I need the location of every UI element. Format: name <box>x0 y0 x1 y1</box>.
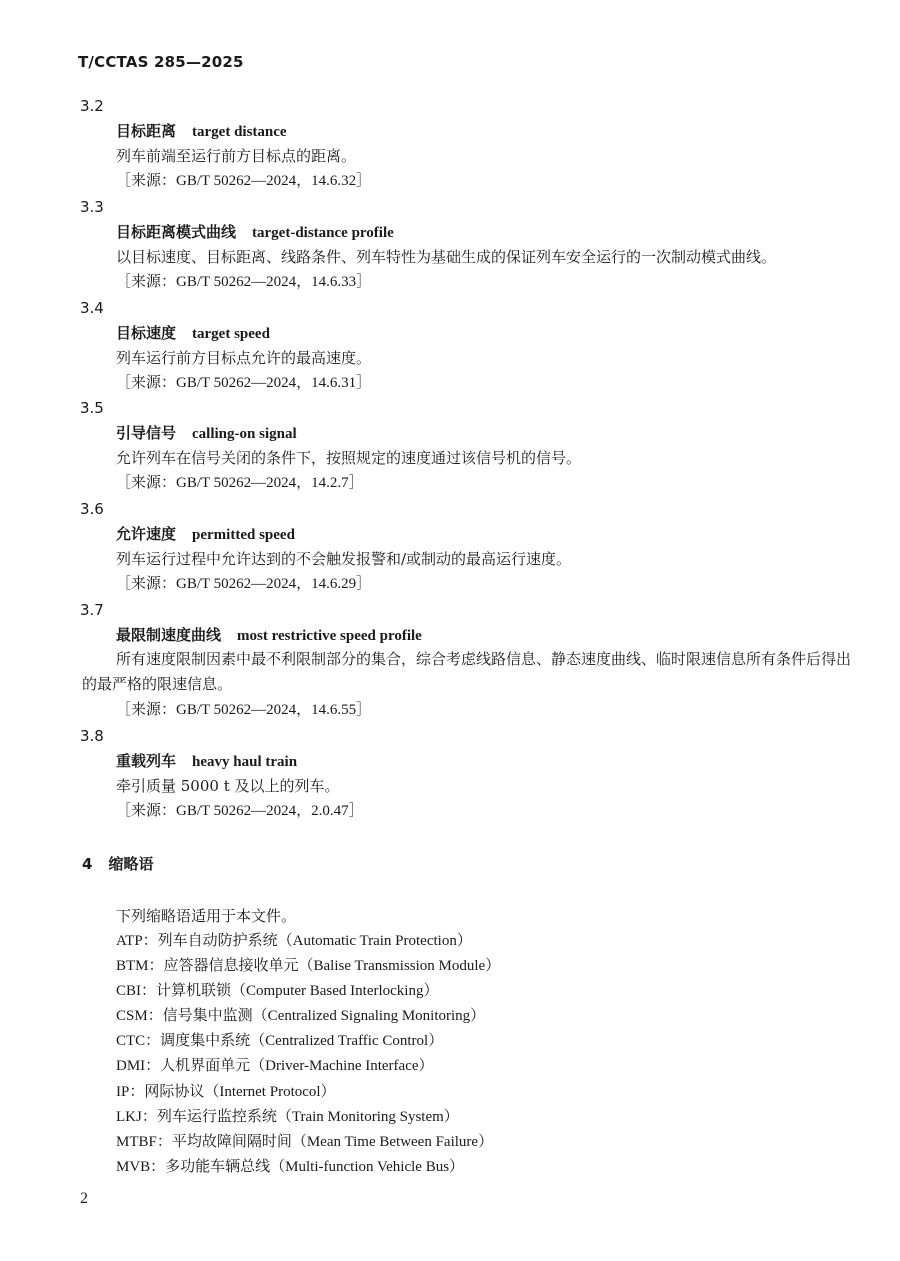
term-title <box>116 625 422 646</box>
term-title-zh: 最限制速度曲线 <box>116 625 222 644</box>
term-entry-3-6 <box>0 499 900 600</box>
term-title <box>116 524 295 545</box>
section-number: 4 <box>82 855 93 873</box>
list-item: CSM：信号集中监测（Centralized Signaling Monitoring） <box>116 1008 486 1025</box>
term-source: ［来源：GB/T 50262—2024，2.0.47］ <box>116 802 364 819</box>
list-item: DMI：人机界面单元（Driver-Machine Interface） <box>116 1058 434 1075</box>
term-number: 3.3 <box>80 197 104 216</box>
term-source: ［来源：GB/T 50262—2024，14.6.29］ <box>116 576 372 593</box>
term-title-en: calling-on signal <box>192 426 297 443</box>
term-title-zh: 允许速度 <box>116 525 177 544</box>
standard-code: T/CCTAS 285—2025 <box>78 53 244 71</box>
term-entry-3-2 <box>0 96 900 197</box>
list-item: MVB：多功能车辆总线（Multi-function Vehicle Bus） <box>116 1158 465 1175</box>
list-item: ATP：列车自动防护系统（Automatic Train Protection） <box>116 933 472 949</box>
term-title-en: target speed <box>192 325 270 342</box>
page-number: 2 <box>80 1190 88 1207</box>
term-number: 3.4 <box>80 298 104 317</box>
term-title-en: most restrictive speed profile <box>237 627 422 644</box>
term-source: ［来源：GB/T 50262—2024，14.6.33］ <box>116 273 372 290</box>
term-title-en: permitted speed <box>192 527 295 544</box>
list-item: IP：网际协议（Internet Protocol） <box>116 1083 336 1100</box>
term-source: ［来源：GB/T 50262—2024，14.2.7］ <box>116 475 364 492</box>
terms-list <box>0 96 900 827</box>
term-number: 3.7 <box>80 600 104 619</box>
term-definition: 牵引质量 5000 t 及以上的列车。 <box>116 776 340 795</box>
term-definition: 列车前端至运行前方目标点的距离。 <box>116 147 357 165</box>
abbreviations-intro: 下列缩略语适用于本文件。 <box>116 907 297 925</box>
term-title-zh: 目标距离 <box>116 122 177 140</box>
term-number: 3.5 <box>80 399 104 418</box>
list-item: BTM：应答器信息接收单元（Balise Transmission Module） <box>116 958 501 975</box>
term-title <box>116 751 297 772</box>
term-definition: 以目标速度、目标距离、线路条件、列车特性为基础生成的保证列车安全运行的一次制动模式曲线。 <box>116 247 777 266</box>
list-item: LKJ：列车运行监控系统（Train Monitoring System） <box>116 1108 459 1125</box>
term-entry-3-8 <box>0 726 900 827</box>
list-item: CTC：调度集中系统（Centralized Traffic Control） <box>116 1033 444 1050</box>
abbreviations-list <box>116 931 500 1182</box>
term-title-en: heavy haul train <box>192 753 298 770</box>
term-entry-3-3 <box>0 197 900 298</box>
term-title-zh: 重载列车 <box>116 751 177 770</box>
term-entry-3-5 <box>0 398 900 499</box>
term-source: ［来源：GB/T 50262—2024，14.6.32］ <box>116 173 372 189</box>
section-title: 缩略语 <box>108 855 154 873</box>
term-definition: 允许列车在信号关闭的条件下，按照规定的速度通过该信号机的信号。 <box>116 449 582 468</box>
term-source: ［来源：GB/T 50262—2024，14.6.55］ <box>116 701 372 718</box>
term-title <box>116 423 297 444</box>
term-title-en: target distance <box>192 124 287 140</box>
term-number: 3.6 <box>80 500 104 519</box>
term-number: 3.2 <box>80 97 104 115</box>
term-title-en: target-distance profile <box>252 224 394 241</box>
term-title <box>116 121 287 142</box>
list-item: CBI：计算机联锁（Computer Based Interlocking） <box>116 983 439 1000</box>
section-heading <box>82 853 153 874</box>
term-title <box>116 323 270 344</box>
term-definition: 列车运行前方目标点允许的最高速度。 <box>116 348 372 367</box>
term-title-zh: 目标速度 <box>116 323 177 342</box>
term-definition: 列车运行过程中允许达到的不会触发报警和/或制动的最高运行速度。 <box>116 550 572 569</box>
term-title-zh: 目标距离模式曲线 <box>116 222 237 241</box>
term-number: 3.8 <box>80 726 104 745</box>
term-definition: 所有速度限制因素中最不利限制部分的集合，综合考虑线路信息、静态速度曲线、临时限速信息所有条件后得出的最严格的限速信息。 <box>82 649 852 693</box>
term-entry-3-4 <box>0 298 900 399</box>
term-entry-3-7 <box>0 600 900 726</box>
term-title <box>116 222 394 243</box>
term-source: ［来源：GB/T 50262—2024，14.6.31］ <box>116 374 372 391</box>
list-item: MTBF：平均故障间隔时间（Mean Time Between Failure） <box>116 1133 494 1150</box>
term-title-zh: 引导信号 <box>116 424 177 443</box>
